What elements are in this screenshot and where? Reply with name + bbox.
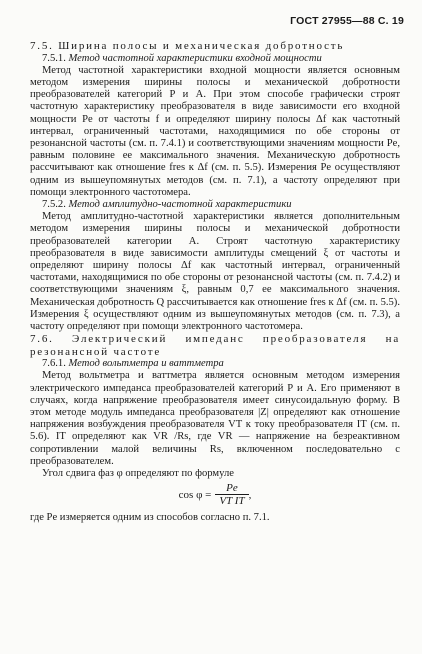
subsection-7-5-2-heading <box>30 199 400 211</box>
phase-intro: Угол сдвига фаз φ определяют по формуле <box>42 468 234 479</box>
formula-fraction <box>215 483 248 507</box>
subsection-title: Метод амплитудно-частотной характеристики <box>68 198 292 210</box>
page-content <box>30 40 400 524</box>
formula-lhs: cos φ = <box>178 489 212 502</box>
subsection-7-5-1-heading <box>30 53 400 65</box>
phase-after: где Pe измеряется одним из способов согласно п. 7.1. <box>30 512 270 524</box>
section-7-5-title: 7.5. Ширина полосы и механическая добротность <box>30 40 345 52</box>
page-header: ГОСТ 27955—88 С. 19 <box>290 15 404 27</box>
paragraph-7-5-2: Метод амплитудно-частотной характеристики является дополнительным методом измерения ширины полосы и механической добротности преобразователей категории А. Строят частотную характеристику преобразователя в виде зависимости амплитуды смещений ξ от частоты и определяют ширину полосы Δf как частотный интервал, ограниченный частотами, находящимися по обе стороны от резонансной частоты (см. п. 7.4.2) и соответствующими значениям ξ, равным 0,7 ее максимального значения. Механическая добротность Q рассчитывается как отношение fres к Δf (см. п. 5.5). Измерения ξ осуществляют одним из вышеупомянутых методов (см. п. 7.3), а частоту определяют при помощи электронного частотомера. <box>30 211 400 332</box>
subsection-title: Метод вольтметра и ваттметра <box>68 358 224 370</box>
subsection-number: 7.5.1. <box>42 52 66 64</box>
section-7-6-title: 7.6. Электрический импеданс преобразователя на резонансной частоте <box>30 333 400 358</box>
formula-denominator: VT IT <box>215 494 248 507</box>
paragraph-7-6-1: Метод вольтметра и ваттметра является основным методом измерения электрического импеданса преобразователей категорий Р и А. Его применяют в случаях, когда напряжение преобразователя имеет синусоидальную форму. В этом методе модуль импеданса преобразователя |Z| определяют как отношение напряжения возбуждения преобразователя VT к току преобразователя IT (см. п. 5.6). IT определяют как VR /Rs, где VR — напряжение на безреактивном сопротивлении малой величины Rs, включенном последовательно с преобразователем. <box>30 370 400 467</box>
formula-end: , <box>248 489 252 502</box>
subsection-title: Метод частотной характеристики входной мощности <box>68 52 322 64</box>
paragraph-7-5-1: Метод частотной характеристики входной мощности является основным методом измерения ширины полосы и механической добротности преобразователей категорий Р и А. При этом способе графически строят частотную характеристику преобразователя в виде зависимости его входной мощности Pe от частоты f и определяют ширину полосы Δf как частотный интервал, ограниченный частотами, находящимися по обе стороны от резонансной частоты (см. п. 7.4.1) и соответствующими значениям мощности Pe, равным половине ее максимального значения. Механическую добротность рассчитывают как отношение fres к Δf (см. п. 5.5). Измерения Pe осуществляют одним из вышеупомянутых методов (см. п. 7.1), а частоту определяют при помощи электронного частотомера. <box>30 64 400 198</box>
formula-numerator: Pe <box>226 482 238 495</box>
subsection-number: 7.6.1. <box>42 358 66 370</box>
subsection-number: 7.5.2. <box>42 198 66 210</box>
phase-formula <box>30 483 400 507</box>
subsection-7-6-1-heading <box>30 358 400 370</box>
